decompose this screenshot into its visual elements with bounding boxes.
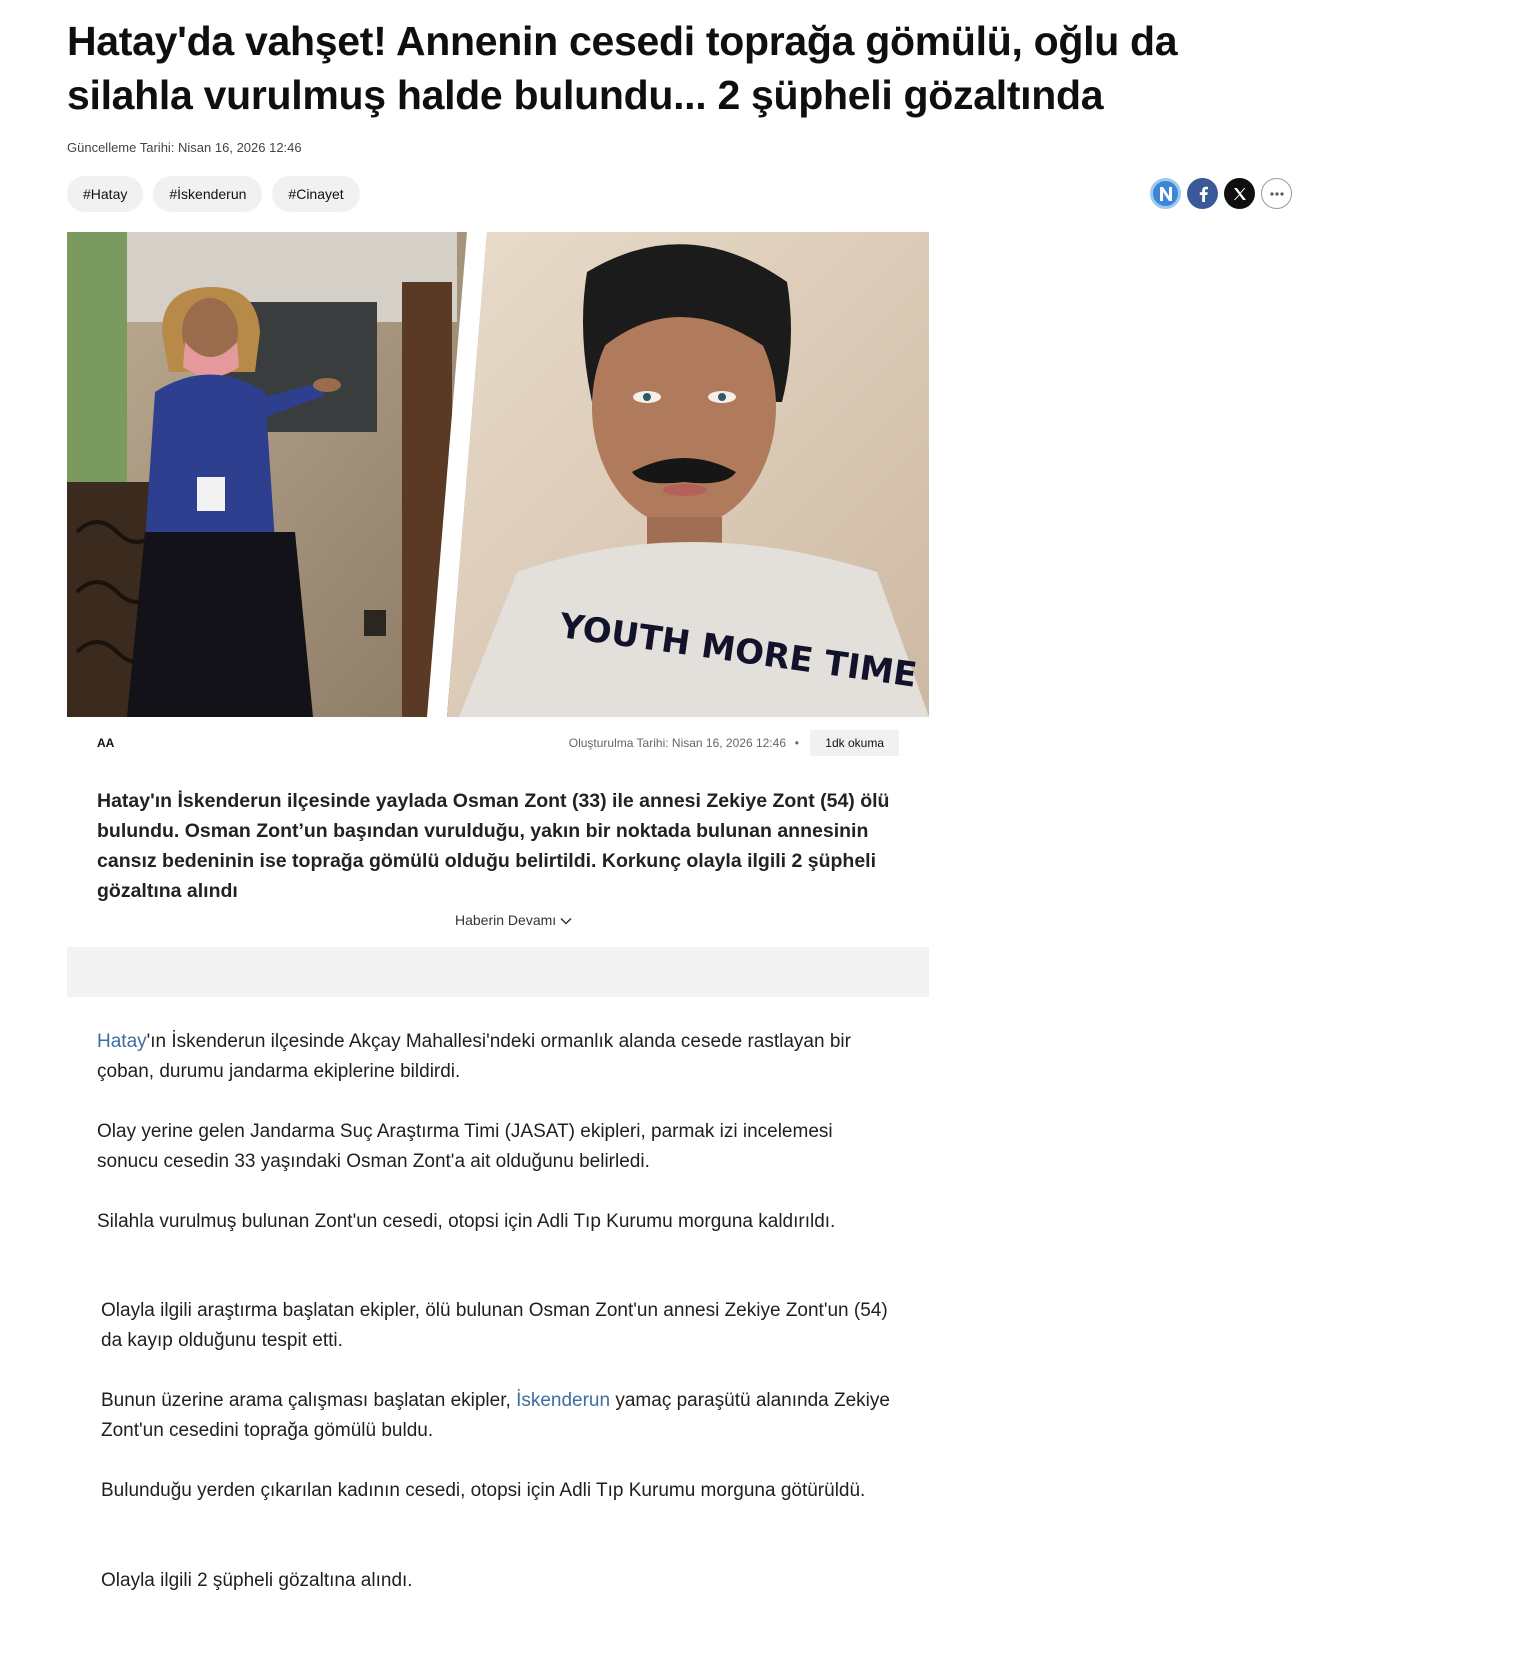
paragraph-4: Olayla ilgili araştırma başlatan ekipler, ölü bulunan Osman Zont'un annesi Zekiye Zont'un (54) da kayıp olduğunu tespit etti. [101,1300,888,1351]
chevron-down-icon [560,912,572,928]
article-title: Hatay'da vahşet! Annenin cesedi toprağa gömülü, oğlu da silahla vurulmuş halde bulundu... 2 şüpheli gözaltında [67,18,1178,118]
shirt-print: YOUTH MORE TIME [556,605,920,696]
paragraph-5 [101,1386,891,1446]
paragraph-2: Olay yerine gelen Jandarma Suç Araştırma Timi (JASAT) ekipleri, parmak izi incelemesi sonucu cesedin 33 yaşındaki Osman Zont'a ait olduğunu belirledi. [97,1121,833,1172]
facebook-icon[interactable] [1187,178,1218,209]
x-icon[interactable] [1224,178,1255,209]
updated-date: Güncelleme Tarihi: Nisan 16, 2026 12:46 [67,140,302,155]
hatay-link[interactable]: Hatay [97,1031,147,1052]
paragraph-7: Olayla ilgili 2 şüpheli gözaltına alındı. [101,1570,413,1591]
paragraph-5-text-b: yamaç paraşütü alanında Zekiye Zont'un cesedini toprağa gömülü buldu. [101,1390,890,1441]
share-bar [1150,178,1292,209]
paragraph-1-text: 'ın İskenderun ilçesinde Akçay Mahallesi'ndeki ormanlık alanda cesede rastlayan bir çoban, durumu jandarma ekiplerine bildirdi. [97,1031,851,1082]
article-lead: Hatay'ın İskenderun ilçesinde yaylada Osman Zont (33) ile annesi Zekiye Zont (54) ölü bulundu. Osman Zont’un başından vurulduğu, yakın bir noktada bulunan annesinin cansız bedeninin ise toprağa gömülü olduğu belirtildi. Korkunç olayla ilgili 2 şüpheli gözaltına alındı [97,790,890,902]
meta-separator: • [794,736,799,750]
iskenderun-link[interactable]: İskenderun [516,1390,611,1411]
tag-list [67,176,360,212]
hero-image [67,232,929,717]
tag-iskenderun[interactable]: #İskenderun [153,176,262,212]
ad-placeholder [67,947,929,997]
created-date: Oluşturulma Tarihi: Nisan 16, 2026 12:46 [568,736,786,750]
paragraph-6: Bulunduğu yerden çıkarılan kadının cesedi, otopsi için Adli Tıp Kurumu morguna götürüldü. [101,1480,866,1501]
source-label: AA [97,736,115,750]
tag-hatay[interactable]: #Hatay [67,176,143,212]
more-icon[interactable] [1261,178,1292,209]
paragraph-5-text-a: Bunun üzerine arama çalışması başlatan ekipler, [101,1390,517,1411]
article-meta [67,728,929,758]
news-icon[interactable] [1150,178,1181,209]
read-more-label: Haberin Devamı [455,912,557,928]
read-time-badge: 1dk okuma [810,730,899,756]
read-more-button[interactable] [455,912,572,928]
paragraph-1 [97,1027,887,1087]
tag-cinayet[interactable]: #Cinayet [272,176,359,212]
paragraph-3: Silahla vurulmuş bulunan Zont'un cesedi, otopsi için Adli Tıp Kurumu morguna kaldırıldı. [97,1211,836,1232]
